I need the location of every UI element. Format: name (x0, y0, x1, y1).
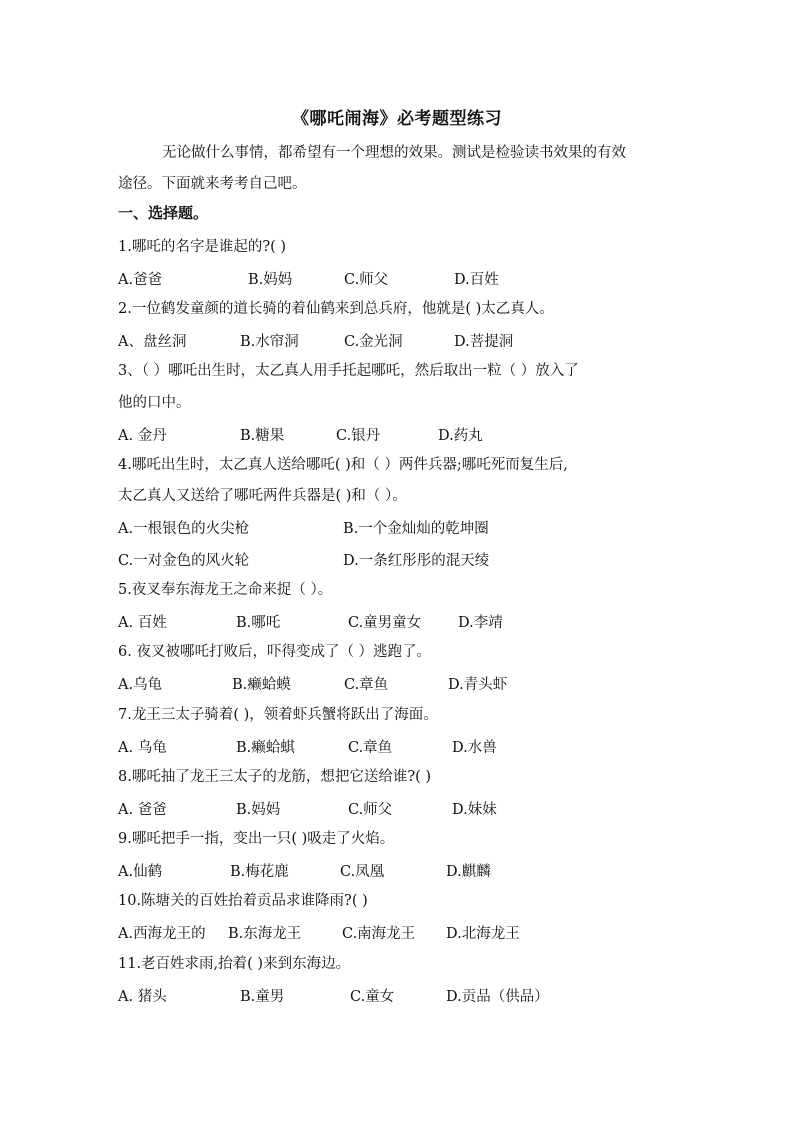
question-text: 4.哪吒出生时，太乙真人送给哪吒( )和（ ）两件兵器;哪吒死而复生后, (118, 457, 568, 473)
page-title: 《哪吒闹海》必考题型练习 (292, 109, 502, 129)
option-a: A. 金丹 (118, 428, 167, 444)
option-d: D.水兽 (452, 740, 497, 756)
option-c: C.银丹 (336, 428, 381, 444)
question-text: 2.一位鹤发童颜的道长骑的着仙鹤来到总兵府，他就是( )太乙真人。 (118, 301, 554, 317)
option-a: A.乌龟 (118, 677, 163, 693)
option-d: D.药丸 (438, 428, 483, 444)
option-c: C.童女 (350, 989, 395, 1005)
question-text: 3、（ ）哪吒出生时，太乙真人用手托起哪吒，然后取出一粒（ ）放入了 (118, 363, 579, 379)
option-c: C.师父 (348, 802, 393, 818)
option-a: A. 爸爸 (118, 802, 167, 818)
option-d: D.李靖 (458, 615, 503, 631)
intro-paragraph (118, 138, 678, 200)
question-text: 太乙真人又送给了哪吒两件兵器是( )和（ ）。 (118, 488, 407, 504)
option-b: B.癞蛤蜞 (236, 740, 295, 756)
intro-line: 途径。下面就来考考自己吧。 (118, 176, 307, 192)
question-text: 5.夜叉奉东海龙王之命来捉（ ）。 (118, 582, 333, 598)
option-a: A、盘丝洞 (118, 334, 187, 350)
option-b: B.糖果 (240, 428, 285, 444)
question-text: 他的口中。 (118, 395, 191, 411)
question-text: 9.哪吒把手一指，变出一只( )吸走了火焰。 (118, 831, 395, 847)
option-d: D.一条红彤彤的混天绫 (343, 553, 490, 569)
question-text: 6. 夜叉被哪吒打败后，吓得变成了（ ）逃跑了。 (118, 644, 432, 660)
question-text: 11.老百姓求雨,抬着( )来到东海边。 (118, 956, 351, 972)
option-c: C.师父 (344, 272, 389, 288)
option-a: A.爸爸 (118, 272, 163, 288)
option-d: D.贡品（供品） (446, 989, 549, 1005)
intro-line: 无论做什么事情，都希望有一个理想的效果。测试是检验读书效果的有效 (162, 145, 626, 161)
option-c: C.章鱼 (344, 677, 389, 693)
option-d: D.妹妹 (452, 802, 497, 818)
option-d: D.麒麟 (446, 864, 491, 880)
option-c: C.童男童女 (348, 615, 422, 631)
option-a: A. 乌龟 (118, 740, 167, 756)
question-text: 8.哪吒抽了龙王三太子的龙筋，想把它送给谁?( ) (118, 769, 432, 785)
option-b: B.梅花鹿 (230, 864, 289, 880)
option-a: A. 百姓 (118, 615, 167, 631)
option-c: C.一对金色的风火轮 (118, 553, 250, 569)
option-b: B.妈妈 (248, 272, 293, 288)
option-a: A.仙鹤 (118, 864, 163, 880)
question-text: 10.陈塘关的百姓抬着贡品求谁降雨?( ) (118, 893, 368, 909)
option-a: A.一根银色的火尖枪 (118, 521, 250, 537)
option-d: D.北海龙王 (446, 926, 520, 942)
option-c: C.金光洞 (344, 334, 403, 350)
option-b: B.妈妈 (236, 802, 281, 818)
question-text: 1.哪吒的名字是谁起的?( ) (118, 239, 287, 255)
option-a: A.西海龙王的 (118, 926, 206, 942)
option-d: D.菩提洞 (454, 334, 514, 350)
option-a: A. 猪头 (118, 989, 167, 1005)
option-d: D.青头虾 (448, 677, 508, 693)
option-b: B.哪吒 (236, 615, 281, 631)
section-heading: 一、选择题。 (118, 204, 209, 222)
option-b: B.水帘洞 (240, 334, 299, 350)
option-c: C.凤凰 (340, 864, 385, 880)
option-b: B.一个金灿灿的乾坤圈 (343, 521, 489, 537)
option-b: B.东海龙王 (228, 926, 302, 942)
option-b: B.癞蛤蟆 (232, 677, 291, 693)
question-text: 7.龙王三太子骑着( )，领着虾兵蟹将跃出了海面。 (118, 707, 438, 723)
option-c: C.南海龙王 (342, 926, 416, 942)
option-b: B.童男 (240, 989, 285, 1005)
option-d: D.百姓 (454, 272, 499, 288)
option-c: C.章鱼 (348, 740, 393, 756)
